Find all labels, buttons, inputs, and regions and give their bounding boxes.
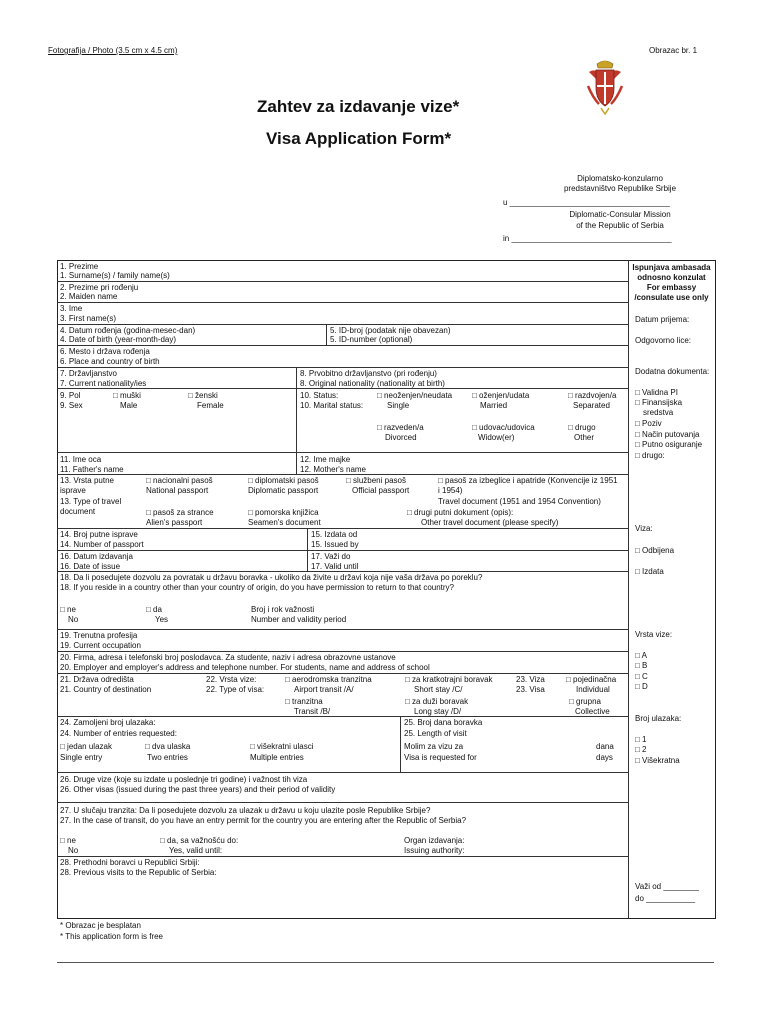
transit-issuer-label-en: Issuing authority:: [404, 846, 465, 855]
field-14-label: 14. Broj putne isprave: [60, 530, 138, 539]
transit-permit-no-label: No: [68, 846, 79, 855]
visa-collective-label: Collective: [575, 707, 610, 716]
field-25-label: 25. Broj dana boravka: [404, 718, 483, 727]
row-divider: [57, 302, 628, 303]
field-12-label: 12. Ime majke: [300, 455, 351, 464]
return-permit-no-checkbox[interactable]: □ ne: [60, 605, 76, 614]
visa-collective-checkbox[interactable]: □ grupna: [569, 697, 601, 706]
field-1-label: 1. Prezime: [60, 262, 99, 271]
row-divider: [57, 772, 628, 773]
field-2-label: 2. Prezime pri rođenju: [60, 283, 139, 292]
row-divider: [57, 324, 628, 325]
doc-national-checkbox[interactable]: □ nacionalni pasoš: [146, 476, 213, 485]
sex-female-label: Female: [197, 401, 224, 410]
field-25-days-label: dana: [596, 742, 614, 751]
transit-permit-yes-label: Yes, valid until:: [169, 846, 223, 855]
return-permit-yes-checkbox[interactable]: □ da: [146, 605, 162, 614]
status-widowed-checkbox[interactable]: □ udovac/udovica: [472, 423, 535, 432]
field-25-request-label-en: Visa is requested for: [404, 753, 477, 762]
doc-alien-label: Alien's passport: [146, 518, 203, 527]
field-24-label-en: 24. Number of entries requested:: [60, 729, 177, 738]
field-10-label: 10. Status:: [300, 391, 339, 400]
sidebar-heading-1: Ispunjava ambasada: [632, 263, 711, 272]
status-separated-label: Separated: [573, 401, 610, 410]
row-divider: [57, 629, 628, 630]
sidebar-visa: Viza:: [635, 524, 653, 533]
sidebar-entries: Broj ulazaka:: [635, 714, 682, 723]
sidebar-doc-valid-id-checkbox[interactable]: □ Validna PI: [635, 388, 678, 397]
sidebar-entries-1-checkbox[interactable]: □ 1: [635, 735, 647, 744]
row-divider: [57, 345, 628, 346]
status-other-label: Other: [574, 433, 595, 442]
row-divider: [57, 802, 628, 803]
entries-multiple-checkbox[interactable]: □ višekratni ulasci: [250, 742, 314, 751]
field-25-request-label: Molim za vizu za: [404, 742, 464, 751]
return-permit-number-label-en: Number and validity period: [251, 615, 347, 624]
status-other-checkbox[interactable]: □ drugo: [568, 423, 596, 432]
doc-seamen-label: Seamen's document: [248, 518, 321, 527]
field-28-label-en: 28. Previous visits to the Republic of Serbia:: [60, 868, 217, 877]
field-3-label: 3. Ime: [60, 304, 83, 313]
footer-note-serbian: * Obrazac je besplatan: [60, 921, 141, 930]
field-20-label-en: 20. Employer and employer's address and telephone number. For students, name and address of school: [60, 663, 430, 672]
entries-single-label: Single entry: [60, 753, 103, 762]
field-17-label-en: 17. Valid until: [311, 562, 359, 571]
mission-sr-3: u ____________________________________: [503, 198, 670, 207]
coat-of-arms-icon: [585, 58, 625, 116]
footer-note-english: * This application form is free: [60, 932, 164, 941]
field-19-label: 19. Trenutna profesija: [60, 631, 138, 640]
sidebar-entries-2-checkbox[interactable]: □ 2: [635, 745, 647, 754]
sidebar-doc-travel-mode-checkbox[interactable]: □ Način putovanja: [635, 430, 700, 439]
field-5-label: 5. ID-broj (podatak nije obavezan): [330, 326, 451, 335]
sidebar-heading-4: /consulate use only: [634, 293, 709, 302]
sex-male-checkbox[interactable]: □ muški: [113, 391, 141, 400]
field-4-label: 4. Datum rođenja (godina-mesec-dan): [60, 326, 196, 335]
sidebar-refused-checkbox[interactable]: □ Odbijena: [635, 546, 675, 555]
col-divider: [296, 452, 297, 474]
doc-refugee-label: Travel document (1951 and 1954 Convention): [438, 497, 601, 506]
doc-seamen-checkbox[interactable]: □ pomorska knjižica: [248, 508, 319, 517]
status-separated-checkbox[interactable]: □ razdvojen/a: [568, 391, 617, 400]
col-divider: [400, 716, 401, 772]
mission-en-1: Diplomatic-Consular Mission: [569, 210, 671, 219]
field-13-label: 13. Vrsta putne: [60, 476, 114, 485]
col-divider: [296, 367, 297, 452]
sidebar-visa-d-checkbox[interactable]: □ D: [635, 682, 648, 691]
transit-permit-yes-checkbox[interactable]: □ da, sa važnošću do:: [160, 836, 239, 845]
visa-individual-label: Individual: [576, 685, 610, 694]
doc-national-label: National passport: [146, 486, 209, 495]
sidebar-heading-3: For embassy: [646, 283, 697, 292]
status-widowed-label: Widow(er): [478, 433, 515, 442]
field-8-label: 8. Prvobitno državljanstvo (pri rođenju): [300, 369, 437, 378]
transit-permit-no-checkbox[interactable]: □ ne: [60, 836, 76, 845]
doc-other-checkbox[interactable]: □ drugi putni dokument (opis):: [407, 508, 514, 517]
mission-en-2: of the Republic of Serbia: [576, 221, 664, 230]
sidebar-doc-other-checkbox[interactable]: □ drugo:: [635, 451, 665, 460]
sidebar-heading-2: odnosno konzulat: [637, 273, 706, 282]
field-26-label-en: 26. Other visas (issued during the past three years) and their period of validity: [60, 785, 336, 794]
sex-female-checkbox[interactable]: □ ženski: [188, 391, 218, 400]
title-serbian: Zahtev za izdavanje vize*: [257, 97, 460, 116]
mission-en-3: in ____________________________________: [503, 234, 672, 243]
field-14-label-en: 14. Number of passport: [60, 540, 144, 549]
status-divorced-checkbox[interactable]: □ razveden/a: [377, 423, 424, 432]
field-18-question: 18. Da li posedujete dozvolu za povratak u državu boravka - ukoliko da živite u državi koja nije vaša država po poreklu?: [60, 573, 483, 582]
sidebar-divider: [628, 260, 629, 918]
doc-other-label: Other travel document (please specify): [421, 518, 559, 527]
field-13-label-en: 13. Type of travel: [60, 497, 122, 506]
visa-type-b-label: Transit /B/: [294, 707, 331, 716]
field-23-label-en: 23. Visa: [516, 685, 545, 694]
row-divider: [57, 452, 628, 453]
field-11-label: 11. Ime oca: [60, 455, 102, 464]
doc-alien-checkbox[interactable]: □ pasoš za strance: [146, 508, 214, 517]
row-divider: [57, 651, 628, 652]
field-27-question-en: 27. In the case of transit, do you have an entry permit for the country you are entering after the Republic of Serbia?: [60, 816, 467, 825]
field-7-label-en: 7. Current nationality/ies: [60, 379, 147, 388]
field-13-label-2: isprave: [60, 486, 86, 495]
status-single-checkbox[interactable]: □ neoženjen/neudata: [377, 391, 453, 400]
status-divorced-label: Divorced: [385, 433, 417, 442]
mission-sr-1: Diplomatsko-konzularno: [577, 174, 663, 183]
visa-type-a-label: Airport transit /A/: [294, 685, 354, 694]
field-7-label: 7. Državljanstvo: [60, 369, 117, 378]
col-divider: [307, 528, 308, 571]
field-22-label: 22. Vrsta vize:: [206, 675, 257, 684]
doc-diplomatic-checkbox[interactable]: □ diplomatski pasoš: [248, 476, 319, 485]
field-21-label-en: 21. Country of destination: [60, 685, 152, 694]
row-divider: [57, 367, 628, 368]
field-21-label: 21. Država odredišta: [60, 675, 134, 684]
field-5-label-en: 5. ID-number (optional): [330, 335, 413, 344]
row-divider: [57, 673, 628, 674]
visa-type-d-label: Long stay /D/: [414, 707, 462, 716]
col-divider: [326, 324, 327, 345]
field-13-label-en-2: document: [60, 507, 96, 516]
entries-single-checkbox[interactable]: □ jedan ulazak: [60, 742, 112, 751]
field-4-label-en: 4. Date of birth (year-month-day): [60, 335, 177, 344]
row-divider: [57, 528, 628, 529]
return-permit-yes-label: Yes: [155, 615, 169, 624]
field-15-label-en: 15. Issued by: [311, 540, 359, 549]
sidebar-valid-from: Važi od ________: [635, 882, 699, 891]
photo-label: Fotografija / Photo (3.5 cm x 4.5 cm): [48, 46, 178, 55]
field-25-label-en: 25. Length of visit: [404, 729, 467, 738]
sidebar-visa-type: Vrsta vize:: [635, 630, 673, 639]
field-8-label-en: 8. Original nationality (nationality at birth): [300, 379, 445, 388]
sidebar-valid-to: do ___________: [635, 894, 696, 903]
return-permit-no-label: No: [68, 615, 79, 624]
field-3-label-en: 3. First name(s): [60, 314, 117, 323]
doc-official-label: Official passport: [352, 486, 410, 495]
sidebar-visa-a-checkbox[interactable]: □ A: [635, 651, 647, 660]
doc-refugee-label-2: i 1954): [438, 486, 463, 495]
sidebar-documents: Dodatna dokumenta:: [635, 367, 710, 376]
sidebar-doc-funds-checkbox[interactable]: □ Finansijska: [635, 398, 683, 407]
sex-male-label: Male: [120, 401, 138, 410]
field-24-label: 24. Zamoljeni broj ulazaka:: [60, 718, 156, 727]
field-16-label-en: 16. Date of issue: [60, 562, 121, 571]
visa-type-b-checkbox[interactable]: □ tranzitna: [285, 697, 323, 706]
field-27-question: 27. U slučaju tranzita: Da li posedujete dozvolu za ulazak u državu u koju ulazite posle Republike Srbije?: [60, 806, 431, 815]
field-22-label-en: 22. Type of visa:: [206, 685, 265, 694]
sidebar-visa-c-checkbox[interactable]: □ C: [635, 672, 648, 681]
doc-diplomatic-label: Diplomatic passport: [248, 486, 319, 495]
sidebar-visa-b-checkbox[interactable]: □ B: [635, 661, 648, 670]
sidebar-issued-checkbox[interactable]: □ Izdata: [635, 567, 664, 576]
status-married-checkbox[interactable]: □ oženjen/udata: [472, 391, 530, 400]
doc-official-checkbox[interactable]: □ službeni pasoš: [346, 476, 406, 485]
field-1-label-en: 1. Surname(s) / family name(s): [60, 271, 170, 280]
visa-type-c-checkbox[interactable]: □ za kratkotrajni boravak: [405, 675, 493, 684]
sidebar-doc-invitation-checkbox[interactable]: □ Poziv: [635, 419, 662, 428]
sidebar-date-received: Datum prijema:: [635, 315, 690, 324]
field-6-label: 6. Mesto i država rođenja: [60, 347, 150, 356]
field-15-label: 15. Izdata od: [311, 530, 358, 539]
entries-two-checkbox[interactable]: □ dva ulaska: [145, 742, 191, 751]
doc-refugee-checkbox[interactable]: □ pasoš za izbeglice i apatride (Konvencije iz 1951: [438, 476, 618, 485]
form-number: Obrazac br. 1: [649, 46, 698, 55]
visa-type-d-checkbox[interactable]: □ za duži boravak: [405, 697, 469, 706]
visa-type-a-checkbox[interactable]: □ aerodromska tranzitna: [285, 675, 372, 684]
field-2-label-en: 2. Maiden name: [60, 292, 118, 301]
sidebar-entries-multiple-checkbox[interactable]: □ Višekratna: [635, 756, 680, 765]
title-english: Visa Application Form*: [266, 129, 452, 148]
field-6-label-en: 6. Place and country of birth: [60, 357, 160, 366]
field-9-label: 9. Pol: [60, 391, 81, 400]
field-17-label: 17. Važi do: [311, 552, 351, 561]
status-single-label: Single: [387, 401, 410, 410]
sidebar-officer: Odgovorno lice:: [635, 336, 692, 345]
field-12-label-en: 12. Mother's name: [300, 465, 367, 474]
entries-two-label: Two entries: [147, 753, 188, 762]
field-23-label: 23. Viza: [516, 675, 545, 684]
field-26-label: 26. Druge vize (koje su izdate u poslednje tri godine) i važnost tih viza: [60, 775, 308, 784]
row-divider: [57, 281, 628, 282]
row-divider: [57, 856, 628, 857]
field-16-label: 16. Datum izdavanja: [60, 552, 133, 561]
field-10-label-en: 10. Marital status:: [300, 401, 364, 410]
field-18-question-en: 18. If you reside in a country other than your country of origin, do you have permission to return to that country?: [60, 583, 454, 592]
field-11-label-en: 11. Father's name: [60, 465, 124, 474]
entries-multiple-label: Multiple entries: [250, 753, 304, 762]
visa-individual-checkbox[interactable]: □ pojedinačna: [566, 675, 617, 684]
field-20-label: 20. Firma, adresa i telefonski broj poslodavca. Za studente, naziv i adresa obrazovne ustanove: [60, 653, 396, 662]
sidebar-doc-funds-label-2: sredstva: [643, 408, 674, 417]
row-divider: [57, 550, 628, 551]
field-19-label-en: 19. Current occupation: [60, 641, 141, 650]
field-9-label-en: 9. Sex: [60, 401, 83, 410]
status-married-label: Married: [480, 401, 508, 410]
field-28-label: 28. Prethodni boravci u Republici Srbiji:: [60, 858, 200, 867]
visa-type-c-label: Short stay /C/: [414, 685, 463, 694]
footer-divider: [57, 962, 714, 963]
field-25-days-label-en: days: [596, 753, 613, 762]
mission-sr-2: predstavništvo Republike Srbije: [563, 184, 677, 193]
return-permit-number-label: Broj i rok važnosti: [251, 605, 315, 614]
sidebar-doc-insurance-checkbox[interactable]: □ Putno osiguranje: [635, 440, 703, 449]
row-divider: [57, 716, 628, 717]
transit-issuer-label: Organ izdavanja:: [404, 836, 465, 845]
